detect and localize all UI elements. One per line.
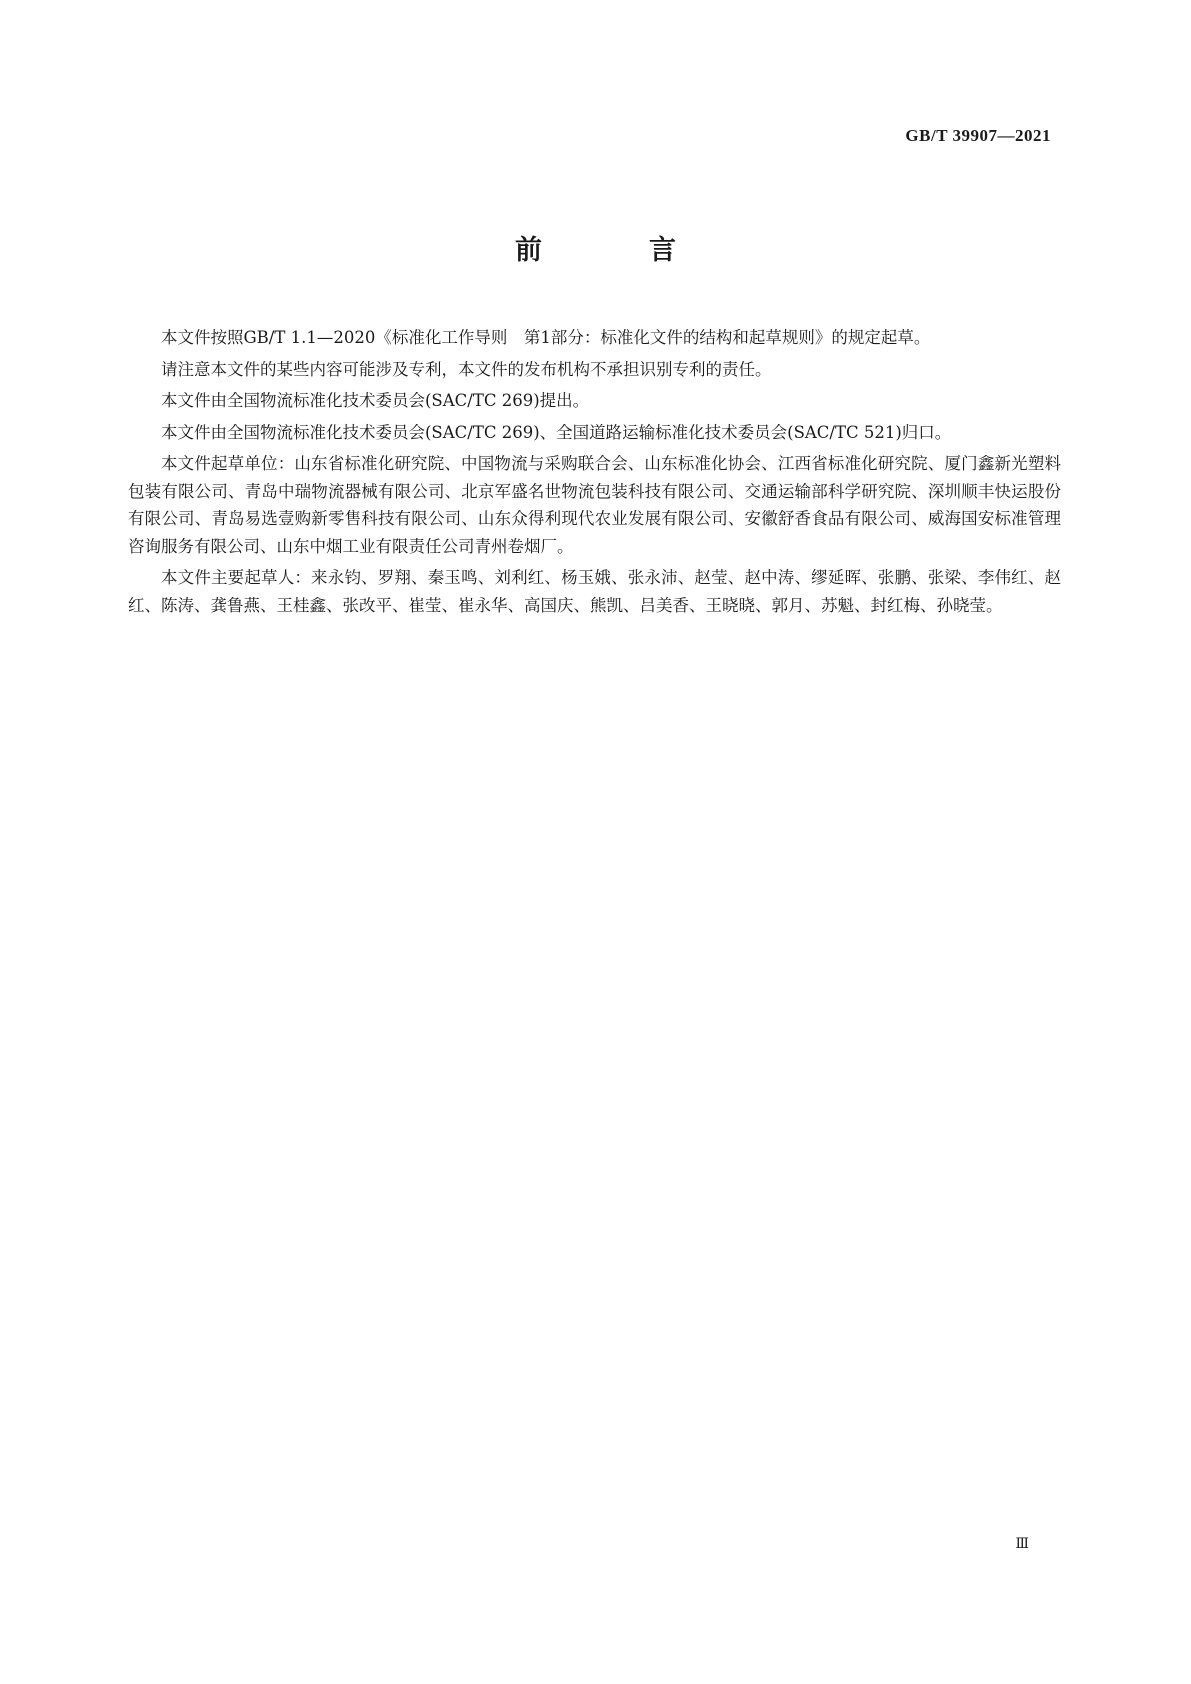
paragraph-administrator: 本文件由全国物流标准化技术委员会(SAC/TC 269)、全国道路运输标准化技术委员会(SAC/TC 521)归口。: [161, 422, 952, 442]
standard-number: GB/T 39907—2021: [905, 126, 1051, 145]
paragraph-patent-notice: 请注意本文件的某些内容可能涉及专利，本文件的发布机构不承担识别专利的责任。: [161, 359, 772, 379]
paragraph-drafters: 本文件主要起草人：来永钧、罗翔、秦玉鸣、刘利红、杨玉娥、张永沛、赵莹、赵中涛、缪延晖、张鹏、张梁、李伟红、赵红、陈涛、龚鲁燕、王桂鑫、张改平、崔莹、崔永华、高国庆、熊凯、吕美香、王晓晓、郭月、苏魁、封红梅、孙晓莹。: [128, 568, 1061, 615]
paragraph-drafting-rules: 本文件按照GB/T 1.1—2020《标准化工作导则 第1部分：标准化文件的结构和起草规则》的规定起草。: [161, 328, 931, 347]
foreword-body: [128, 324, 1061, 623]
page-number: Ⅲ: [1015, 1537, 1029, 1552]
page-title: 前 言: [515, 235, 716, 266]
paragraph-proposer: 本文件由全国物流标准化技术委员会(SAC/TC 269)提出。: [161, 391, 590, 410]
paragraph-drafting-units: 本文件起草单位：山东省标准化研究院、中国物流与采购联合会、山东标准化协会、江西省标准化研究院、厦门鑫新光塑料包装有限公司、青岛中瑞物流器械有限公司、北京军盛名世物流包装科技有限公司、交通运输部科学研究院、深圳顺丰快运股份有限公司、青岛易选壹购新零售科技有限公司、山东众得利现代农业发展有限公司、安徽舒香食品有限公司、威海国安标准管理咨询服务有限公司、山东中烟工业有限责任公司青州卷烟厂。: [128, 454, 1061, 556]
